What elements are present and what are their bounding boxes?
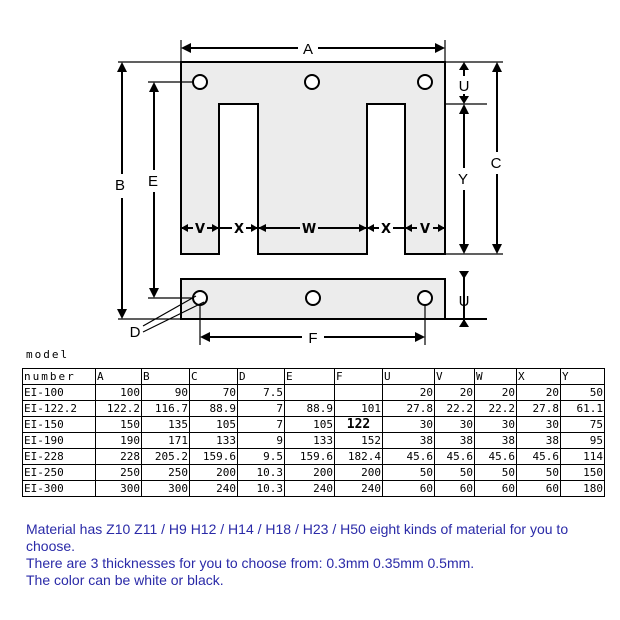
table-cell: 133: [285, 433, 335, 449]
table-cell: 122: [335, 417, 383, 433]
label-v-right: V: [419, 222, 431, 237]
table-cell: 200: [190, 465, 238, 481]
label-f: F: [308, 330, 318, 347]
model-number-cell: EI-228: [23, 449, 96, 465]
table-cell: 27.8: [383, 401, 435, 417]
table-cell: 45.6: [435, 449, 475, 465]
dimension-b: [115, 62, 181, 319]
table-cell: 22.2: [475, 401, 517, 417]
table-cell: 250: [142, 465, 190, 481]
table-cell: 45.6: [383, 449, 435, 465]
table-cell: 30: [475, 417, 517, 433]
table-row: [23, 481, 605, 497]
table-cell: 240: [285, 481, 335, 497]
table-cell: 114: [561, 449, 605, 465]
table-cell: 30: [383, 417, 435, 433]
table-cell: 22.2: [435, 401, 475, 417]
table-cell: 27.8: [517, 401, 561, 417]
label-u-bottom: U: [458, 293, 470, 310]
table-cell: 159.6: [190, 449, 238, 465]
table-row: [23, 449, 605, 465]
label-d: D: [129, 324, 141, 341]
table-cell: 50: [517, 465, 561, 481]
label-y: Y: [457, 171, 469, 188]
header-cell-a: A: [96, 369, 142, 385]
table-cell: 50: [435, 465, 475, 481]
model-number-cell: EI-122.2: [23, 401, 96, 417]
table-row: [23, 385, 605, 401]
table-cell: 133: [190, 433, 238, 449]
table-cell: 95: [561, 433, 605, 449]
dimension-y: [458, 104, 469, 254]
i-hole-right: [418, 291, 432, 305]
header-cell-number: number: [23, 369, 96, 385]
label-c: C: [490, 155, 502, 172]
table-cell: 190: [96, 433, 142, 449]
table-cell: 10.3: [238, 481, 285, 497]
label-u-top: U: [458, 78, 470, 95]
dimension-u-top: [445, 62, 487, 104]
table-cell: 88.9: [190, 401, 238, 417]
e-hole-middle: [305, 75, 319, 89]
table-cell: 70: [190, 385, 238, 401]
table-cell: [335, 385, 383, 401]
table-model-label: model: [26, 348, 70, 361]
table-cell: 7: [238, 417, 285, 433]
table-cell: 45.6: [517, 449, 561, 465]
table-cell: 60: [383, 481, 435, 497]
table-cell: 88.9: [285, 401, 335, 417]
table-cell: 205.2: [142, 449, 190, 465]
table-cell: 240: [190, 481, 238, 497]
table-header-row: [23, 369, 605, 385]
label-x-left: X: [233, 222, 245, 237]
table-cell: 150: [561, 465, 605, 481]
note-color: The color can be white or black.: [26, 572, 224, 588]
header-cell-e: E: [285, 369, 335, 385]
header-cell-c: C: [190, 369, 238, 385]
table-cell: 38: [435, 433, 475, 449]
table-cell: 30: [435, 417, 475, 433]
table-cell: [285, 385, 335, 401]
dimension-c: [445, 62, 503, 254]
table-cell: 159.6: [285, 449, 335, 465]
table-cell: 152: [335, 433, 383, 449]
table-cell: 9: [238, 433, 285, 449]
model-number-cell: EI-100: [23, 385, 96, 401]
spec-table: [22, 368, 605, 497]
table-cell: 171: [142, 433, 190, 449]
model-number-cell: EI-190: [23, 433, 96, 449]
header-cell-b: B: [142, 369, 190, 385]
table-row: [23, 417, 605, 433]
note-thickness: There are 3 thicknesses for you to choose from: 0.3mm 0.35mm 0.5mm.: [26, 555, 475, 571]
table-cell: 60: [435, 481, 475, 497]
table-cell: 116.7: [142, 401, 190, 417]
table-cell: 7: [238, 401, 285, 417]
i-hole-left: [193, 291, 207, 305]
table-cell: 105: [285, 417, 335, 433]
table-cell: 300: [142, 481, 190, 497]
table-cell: 182.4: [335, 449, 383, 465]
note-material: Material has Z10 Z11 / H9 H12 / H14 / H18 / H23 / H50 eight kinds of material for you to choose.: [26, 521, 569, 554]
table-cell: 20: [517, 385, 561, 401]
table-cell: 250: [96, 465, 142, 481]
table-cell: 240: [335, 481, 383, 497]
table-cell: 30: [517, 417, 561, 433]
table-cell: 20: [475, 385, 517, 401]
dimension-a: [181, 40, 445, 62]
header-cell-y: Y: [561, 369, 605, 385]
table-cell: 228: [96, 449, 142, 465]
table-row: [23, 401, 605, 417]
table-cell: 9.5: [238, 449, 285, 465]
header-cell-x: X: [517, 369, 561, 385]
model-number-cell: EI-250: [23, 465, 96, 481]
header-cell-u: U: [383, 369, 435, 385]
e-hole-left: [193, 75, 207, 89]
table-cell: 180: [561, 481, 605, 497]
table-cell: 200: [285, 465, 335, 481]
table-cell: 135: [142, 417, 190, 433]
table-cell: 75: [561, 417, 605, 433]
table-cell: 50: [561, 385, 605, 401]
label-x-right: X: [380, 222, 392, 237]
e-hole-right: [418, 75, 432, 89]
header-cell-d: D: [238, 369, 285, 385]
material-notes: [26, 521, 611, 589]
table-cell: 50: [383, 465, 435, 481]
table-cell: 45.6: [475, 449, 517, 465]
table-cell: 38: [517, 433, 561, 449]
table-cell: 200: [335, 465, 383, 481]
table-cell: 50: [475, 465, 517, 481]
header-cell-f: F: [335, 369, 383, 385]
model-number-cell: EI-150: [23, 417, 96, 433]
table-cell: 150: [96, 417, 142, 433]
table-cell: 122.2: [96, 401, 142, 417]
table-row: [23, 465, 605, 481]
label-b: B: [114, 177, 126, 194]
model-number-cell: EI-300: [23, 481, 96, 497]
table-row: [23, 433, 605, 449]
table-cell: 20: [383, 385, 435, 401]
table-cell: 100: [96, 385, 142, 401]
table-cell: 38: [383, 433, 435, 449]
spec-table-body: [23, 369, 605, 497]
label-e: E: [147, 173, 159, 190]
table-cell: 300: [96, 481, 142, 497]
label-w: W: [301, 222, 317, 237]
header-cell-w: W: [475, 369, 517, 385]
header-cell-v: V: [435, 369, 475, 385]
table-cell: 60: [475, 481, 517, 497]
table-cell: 90: [142, 385, 190, 401]
label-v-left: V: [194, 222, 206, 237]
table-cell: 20: [435, 385, 475, 401]
table-cell: 60: [517, 481, 561, 497]
table-cell: 101: [335, 401, 383, 417]
table-cell: 61.1: [561, 401, 605, 417]
i-hole-middle: [306, 291, 320, 305]
label-a: A: [302, 41, 314, 58]
table-cell: 7.5: [238, 385, 285, 401]
table-cell: 105: [190, 417, 238, 433]
table-cell: 10.3: [238, 465, 285, 481]
table-cell: 38: [475, 433, 517, 449]
